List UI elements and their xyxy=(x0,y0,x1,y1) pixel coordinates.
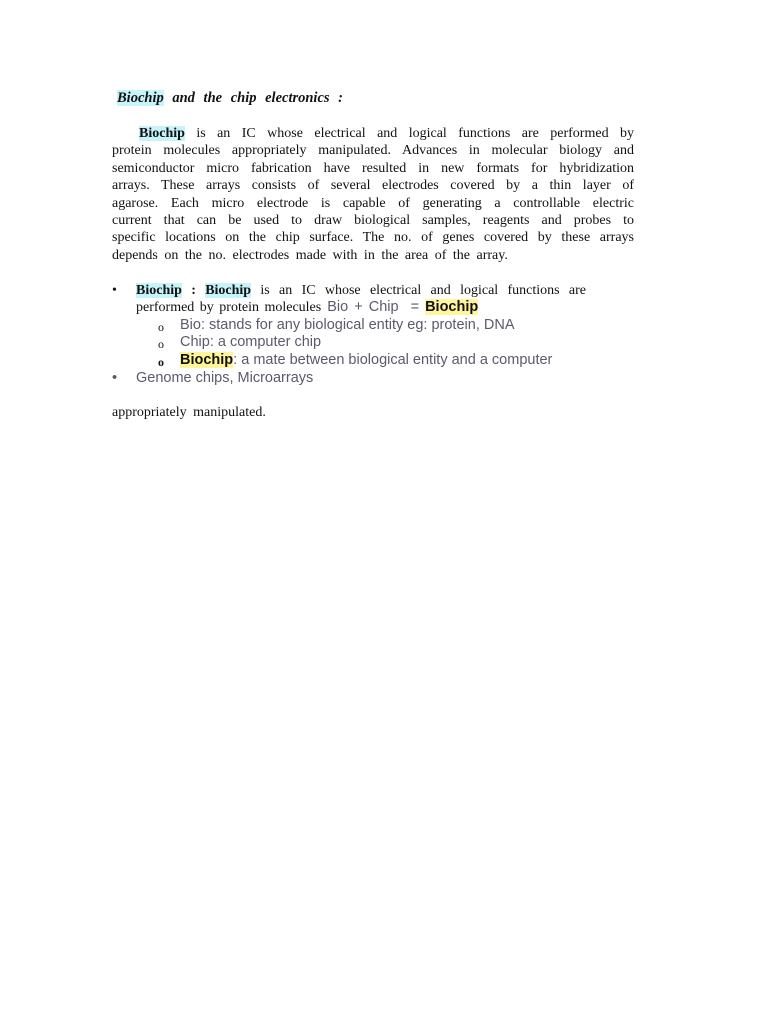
heading-term: Biochip xyxy=(117,90,164,106)
section-heading xyxy=(117,90,343,107)
equals-sign: = xyxy=(410,299,426,315)
paragraph-term: Biochip xyxy=(139,126,185,141)
formula: Bio + Chip xyxy=(321,299,399,315)
paragraph-line: arrays. These arrays consists of several electrodes covered by a thin layer of xyxy=(112,178,634,194)
paragraph-line: protein molecules appropriately manipulated. Advances in molecular biology and xyxy=(112,143,634,159)
trailing-text: appropriately manipulated. xyxy=(112,405,266,420)
sub-bullet-icon: o xyxy=(158,355,164,369)
heading-rest: and the chip electronics : xyxy=(172,90,343,106)
paragraph-line: depends on the no. electrodes made with in the area of the array. xyxy=(112,247,508,263)
bullet-line: Biochip : Biochip is an IC whose electrical and logical functions are xyxy=(136,283,586,298)
paragraph-line: specific locations on the chip surface. The no. of genes covered by these arrays xyxy=(112,230,634,246)
formula-result: Biochip xyxy=(425,299,479,315)
paragraph-line: Biochip is an IC whose electrical and logical functions are performed by xyxy=(139,126,634,141)
body-paragraph xyxy=(112,125,634,264)
paragraph-line: semiconductor micro fabrication have resulted in new formats for hybridization xyxy=(112,160,634,176)
bullet-dot-icon: • xyxy=(112,283,117,298)
sub-bullet-icon: o xyxy=(158,320,164,334)
sub-bullet-icon: o xyxy=(158,337,164,351)
bullet-line: performed by protein molecules Bio + Chip = Biochip xyxy=(136,299,479,315)
paragraph-line: agarose. Each micro electrode is capable of generating a controllable electric xyxy=(112,195,634,211)
paragraph-line: current that can be used to draw biological samples, reagents and probes to xyxy=(112,212,634,228)
sub-item-term: Biochip xyxy=(180,352,234,368)
bullet-dot-icon: • xyxy=(112,370,118,386)
